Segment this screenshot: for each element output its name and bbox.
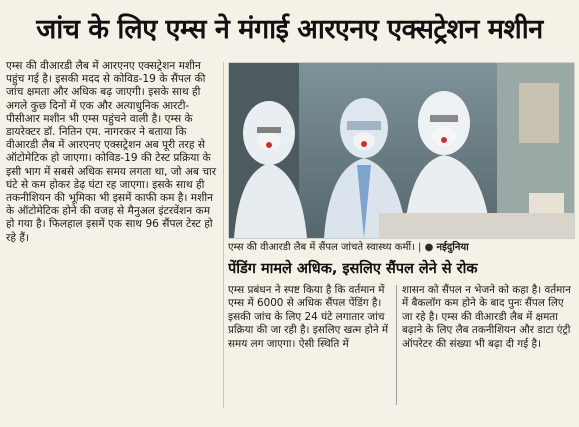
left-column-text: एम्स की वीआरडी लैब में आरएनए एक्सट्रेशन मशीन पहुंच गई है। इसकी मदद से कोविड-19 के सैंपल की जांच क्षमता और अधिक बढ़ जाएगी। इसके साथ ही अगले कुछ दिनों में एक और अत्याधुनिक आरटी-पीसीआर मशीन भी एम्स पहुंचने वाली है। एम्स के डायरेक्टर डॉ. नितिन एम. नागरकर ने बताया कि वीआरडी लैब में आरएनए एक्सट्रेशन अब पूरी तरह से ऑटोमेटिक हो जाएगा। कोविड-19 की टेस्ट प्रक्रिया के इसी भाग में सबसे अधिक समय लगता था, जो अब चार घंटे से कम होकर डेढ़ घंटा रह जाएगा। इसके साथ ही तकनीशियन की भूमिका भी इसमें काफी कम है। मशीन के ऑटोमेटिक होने की वजह से मैनुअल इंटरवेंशन कम हो गया है। फिलहाल इसमें एक साथ 96 सैंपल टेस्ट हो रहे हैं।: [6, 60, 217, 244]
headline: जांच के लिए एम्स ने मंगाई आरएनए एक्सट्रेशन मशीन: [36, 14, 543, 45]
column-divider: [223, 62, 224, 408]
lab-photo: [228, 62, 575, 239]
photo-caption: एम्स की वीआरडी लैब में सैंपल जांचते स्वास्थ्य कर्मी।: [228, 242, 415, 253]
photo-credit: नईदुनिया: [436, 242, 469, 253]
sub-column-a-text: एम्स प्रबंधन ने स्पष्ट किया है कि वर्तमान में एम्स में 6000 से अधिक सैंपल पेंडिंग है। इसकी जांच के लिए 24 घंटे लगातार जांच प्रक्रिया की जा रही है। इसलिए खत्म होने में समय लग जाएगा। ऐसी स्थिति में: [228, 284, 389, 350]
photo-caption-line: [228, 240, 573, 255]
subheadline: पेंडिंग मामले अधिक, इसलिए सैंपल लेने से रोक: [228, 261, 478, 277]
lab-photo-illustration: [229, 63, 574, 238]
sub-column-b-text: शासन को सैंपल न भेजने को कहा है। वर्तमान में बैकलॉग कम होने के बाद पुनः सैंपल लिए जा रहे है। एम्स की वीआरडी लैब में क्षमता बढ़ाने के लिए लैब तकनीशियन और डाटा एंट्री ऑपरेटर की संख्या भी बढ़ा दी गई है।: [402, 284, 571, 350]
separator-dot-icon: | ●: [418, 242, 437, 253]
sub-column-divider: [396, 285, 397, 405]
